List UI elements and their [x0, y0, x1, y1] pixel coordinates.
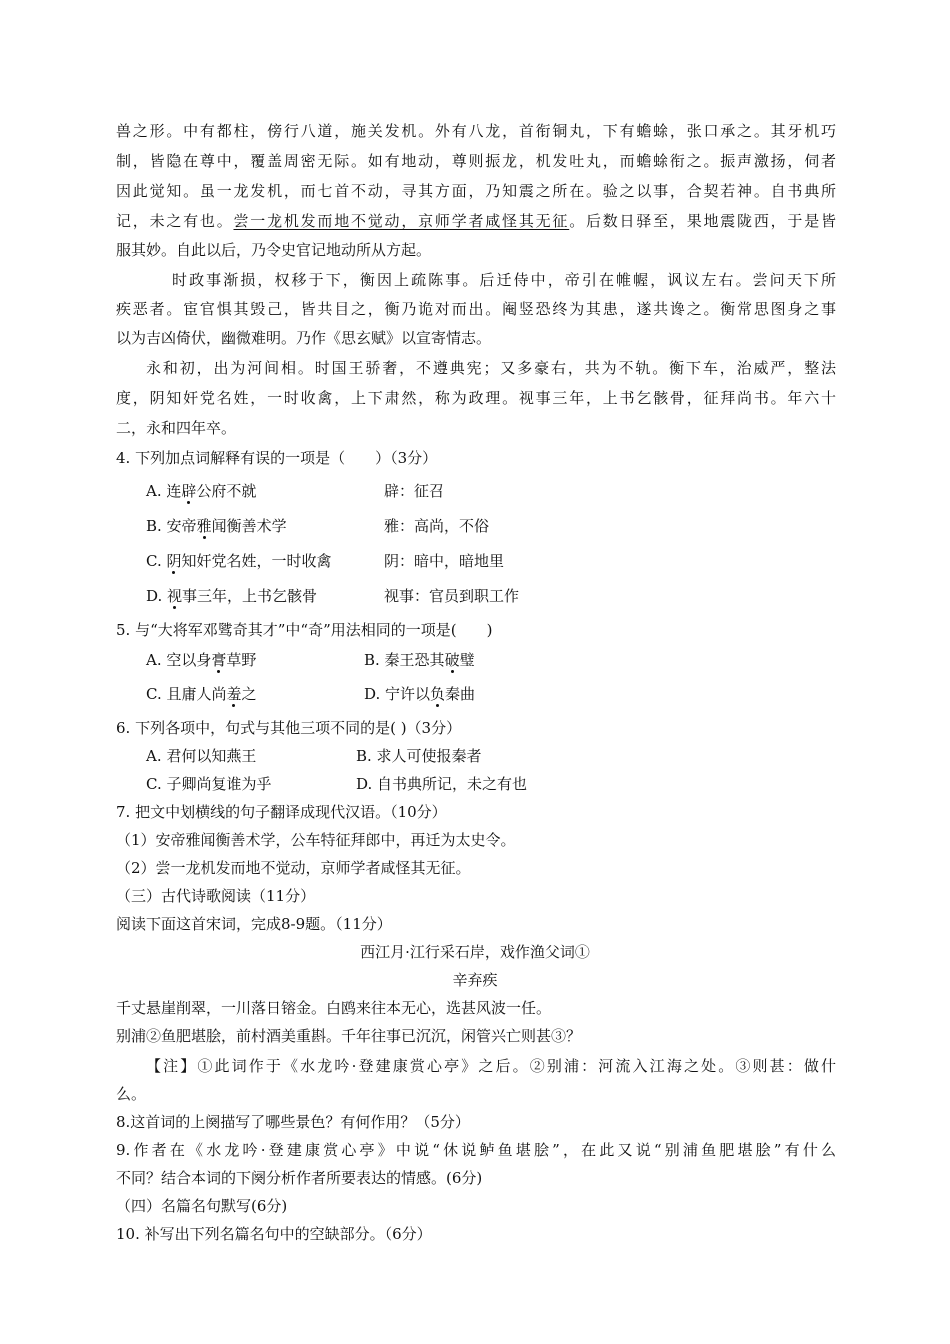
- option-text: C. 且庸人尚: [146, 685, 227, 703]
- poem-note: 【注】①此词作于《水龙吟·登建康赏心亭》之后。②别浦：河流入江海之处。③则甚：做什: [146, 1057, 836, 1075]
- section-heading: （四）名篇名句默写(6分): [116, 1197, 288, 1215]
- option-text: 之: [241, 685, 257, 703]
- dotted-word: 阴: [166, 552, 182, 570]
- q4-option-d: [146, 586, 317, 606]
- question-7-stem: 7. 把文中划横线的句子翻译成现代汉语。（10分）: [116, 803, 447, 821]
- q4-option-c: [146, 551, 332, 571]
- passage-line: 度，阴知奸党名姓，一时收禽，上下肃然，称为政理。视事三年，上书乞骸骨，征拜尚书。年六十: [116, 389, 836, 407]
- q7-sentence-2: （2）尝一龙机发而地不觉动，京师学者咸怪其无征。: [116, 859, 471, 877]
- question-8: 8.这首词的上阕描写了哪些景色？有何作用？（5分）: [116, 1113, 470, 1131]
- passage-line: 时政事渐损，权移于下，衡因上疏陈事。后迁侍中，帝引在帷幄，讽议左右。尝问天下所: [172, 271, 836, 289]
- option-text: A. 空以身: [146, 651, 212, 669]
- passage-line: 服其妙。自此以后，乃令史官记地动所从方起。: [116, 241, 432, 259]
- option-text: 秦曲: [445, 685, 476, 703]
- option-text: C.: [146, 552, 167, 570]
- poem-author: 辛弃疾: [452, 971, 498, 989]
- dotted-word: 视: [167, 587, 183, 605]
- question-4-stem: 4. 下列加点词解释有误的一项是（ ）（3分）: [116, 449, 438, 467]
- passage-line: [116, 211, 836, 231]
- q4-option-c-explanation: 阴：暗中，暗地里: [384, 552, 505, 570]
- question-9-line: 9.作者在《水龙吟·登建康赏心亭》中说“休说鲈鱼堪脍”，在此又说“别浦鱼肥堪脍”有什么: [116, 1141, 836, 1159]
- passage-line: 制，皆隐在尊中，覆盖周密无际。如有地动，尊则振龙，机发吐丸，而蟾蜍衔之。振声激扬，伺者: [116, 152, 836, 170]
- q5-option-c: [146, 684, 257, 704]
- poem-note: 么。: [116, 1085, 147, 1103]
- option-text: B. 秦王恐其: [364, 651, 445, 669]
- section-heading: （三）古代诗歌阅读（11分）: [116, 887, 316, 905]
- option-text: 草野: [226, 651, 257, 669]
- question-10: 10. 补写出下列名篇名句中的空缺部分。（6分）: [116, 1225, 432, 1243]
- passage-text: 。后数日驿至，果地震陇西，于是皆: [569, 212, 836, 230]
- option-text: 璧: [459, 651, 475, 669]
- question-5-stem: 5. 与“大将军邓骘奇其才”中“奇”用法相同的一项是( ): [116, 621, 493, 639]
- q4-option-a: [146, 481, 256, 501]
- q6-option-c: C. 子卿尚复谁为乎: [146, 775, 272, 793]
- poem-title: 西江月·江行采石岸，戏作渔父词①: [360, 943, 590, 961]
- poem-line: 千丈悬崖削翠，一川落日镕金。白鸥来往本无心，选甚风波一任。: [116, 999, 552, 1017]
- option-text: B. 安帝: [146, 517, 197, 535]
- option-text: D. 宁许以: [364, 685, 431, 703]
- dotted-word: 羞: [226, 685, 242, 703]
- q5-option-b: [364, 650, 475, 670]
- option-text: 闻衡善术学: [211, 517, 287, 535]
- q6-option-d: D. 自书典所记，未之有也: [356, 775, 528, 793]
- question-9-line: 不同？结合本词的下阕分析作者所要表达的情感。(6分): [116, 1169, 483, 1187]
- q4-option-b: [146, 516, 287, 536]
- q5-option-a: [146, 650, 256, 670]
- q5-option-d: [364, 684, 475, 704]
- option-text: A. 连: [146, 482, 182, 500]
- dotted-word: 负: [430, 685, 446, 703]
- underlined-sentence: 尝一龙机发而地不觉动，京师学者咸怪其无征: [233, 212, 570, 230]
- q4-option-d-explanation: 视事：官员到职工作: [384, 587, 520, 605]
- poetry-intro: 阅读下面这首宋词，完成8-9题。（11分）: [116, 915, 392, 933]
- q7-sentence-1: （1）安帝雅闻衡善术学，公车特征拜郎中，再迁为太史令。: [116, 831, 516, 849]
- q4-option-b-explanation: 雅：高尚，不俗: [384, 517, 490, 535]
- passage-line: 疾恶者。宦官惧其毁己，皆共目之，衡乃诡对而出。阉竖恐终为其患，遂共谗之。衡常思图身之事: [116, 300, 836, 318]
- question-6-stem: 6. 下列各项中，句式与其他三项不同的是( )（3分）: [116, 719, 462, 737]
- option-text: 知奸党名姓，一时收禽: [181, 552, 332, 570]
- passage-line: 以为吉凶倚伏，幽微难明。乃作《思玄赋》以宣寄情志。: [116, 329, 492, 347]
- poem-line: 别浦②鱼肥堪脍，前村酒美重斟。千年往事已沉沉，闲管兴亡则甚③？: [116, 1027, 582, 1045]
- q4-option-a-explanation: 辟：征召: [384, 482, 445, 500]
- dotted-word: 雅: [196, 517, 212, 535]
- option-text: D.: [146, 587, 168, 605]
- dotted-word: 破: [444, 651, 460, 669]
- passage-line: 兽之形。中有都柱，傍行八道，施关发机。外有八龙，首衔铜丸，下有蟾蜍，张口承之。其牙机巧: [116, 122, 836, 140]
- passage-line: 二，永和四年卒。: [116, 419, 237, 437]
- q6-option-b: B. 求人可使报秦者: [356, 747, 482, 765]
- passage-line: 因此觉知。虽一龙发机，而七首不动，寻其方面，乃知震之所在。验之以事，合契若神。自书典所: [116, 182, 836, 200]
- passage-line: 永和初，出为河间相。时国王骄奢，不遵典宪；又多豪右，共为不轨。衡下车，治威严，整法: [146, 359, 836, 377]
- dotted-word: 膏: [211, 651, 227, 669]
- dotted-word: 辟: [181, 482, 197, 500]
- option-text: 公府不就: [196, 482, 257, 500]
- passage-text: 记，未之有也。: [116, 212, 234, 230]
- option-text: 事三年，上书乞骸骨: [182, 587, 318, 605]
- q6-option-a: A. 君何以知燕王: [146, 747, 257, 765]
